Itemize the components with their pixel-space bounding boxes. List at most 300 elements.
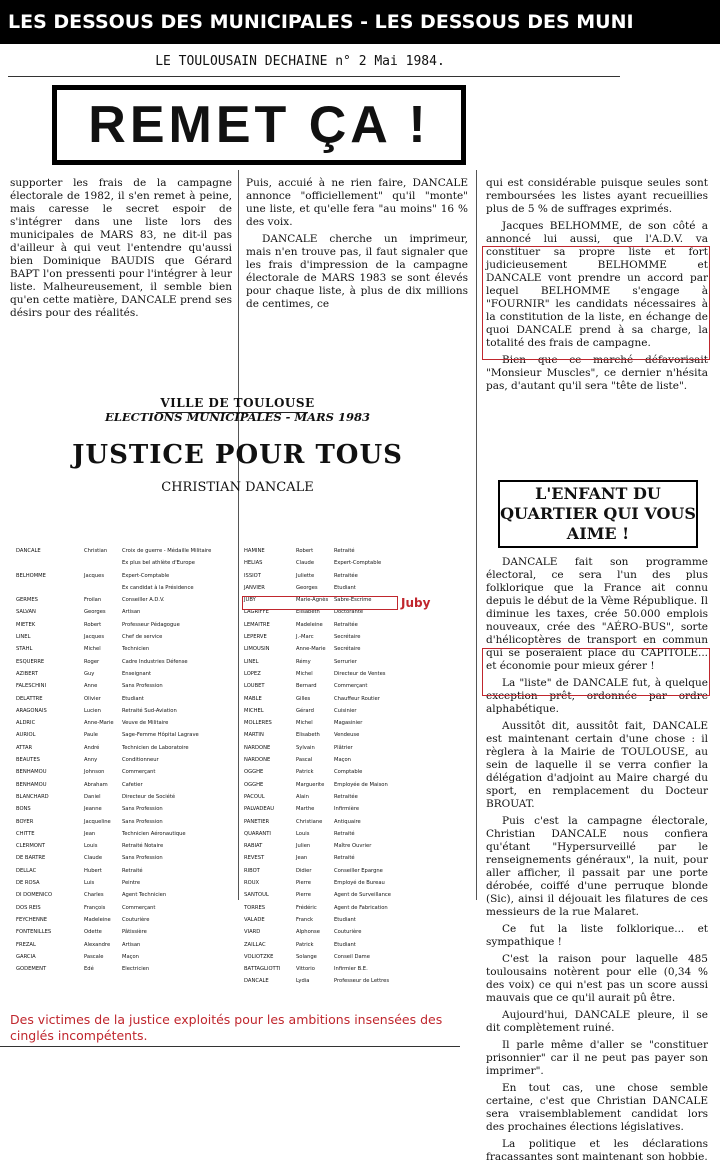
candidate-row [244,573,432,585]
candidate-name: JANVIER [244,584,265,591]
candidate-first-name: Michel [296,720,313,727]
candidate-profession: Etudiant [334,941,356,948]
candidate-row [16,917,218,929]
divider [156,412,308,413]
candidate-name: BEAUTES [16,757,40,764]
candidate-name: HAMINE [244,548,265,554]
candidate-name: BLANCHARD [16,793,49,800]
column-rule [238,170,239,900]
candidate-name: ROUX [244,880,260,887]
candidate-first-name: Jacques [84,634,105,641]
candidate-first-name: Robert [84,621,102,628]
headline: REMET ÇA ! [52,85,466,165]
candidate-name: DI DOMENICO [16,892,53,899]
candidate-name: BONS [16,806,31,813]
candidate-first-name: Luis [84,880,95,887]
paragraph: Il parle même d'aller se "constituer prisonnier" car il ne peut pas payer son imprimer". [486,1039,708,1077]
candidate-name: ZAILLAC [244,941,266,948]
candidate-first-name: Solange [296,953,317,960]
candidate-first-name: Lucien [84,707,101,714]
candidate-profession: Maçon [122,953,139,960]
paragraph: Puis c'est la campagne électorale, Christian DANCALE nous confiera qu'étant "Hypersurveillé par le renseignements généraux", la nuit, pour aller afficher, il passait par une porte dérobée, coiffé d'une perruque blonde (Sic), ainsi il déjouait les filatures de ces messieurs de la rue Malaret. [486,815,708,918]
highlight-box [482,648,710,696]
candidate-first-name: Claude [296,560,315,567]
candidate-name: RABIAT [244,843,263,850]
candidate-row [16,819,218,831]
candidate-first-name: Elisabeth [296,732,320,739]
section-box: L'ENFANT DU QUARTIER QUI VOUS AIME ! [498,480,698,548]
candidate-profession: Etudiant [334,584,356,591]
candidate-name: ATTAR [16,744,33,751]
paragraph: C'est la raison pour laquelle 485 toulousains notèrent pour elle (0,34 % des voix) ce qui n'est pas un score aussi mauvais que ce qu'il aurait pû être. [486,953,708,1004]
candidate-name: CHITTE [16,830,35,837]
candidate-name: ARAGONAIS [16,707,47,714]
candidate-first-name: Edé [84,966,94,973]
candidate-row [16,954,218,966]
candidate-row [244,855,432,867]
candidate-row [244,954,432,966]
candidate-row [16,622,218,634]
candidate-name: PALVADEAU [244,806,275,813]
candidate-profession: Couturière [334,929,362,936]
candidate-first-name: Didier [296,867,312,874]
candidate-first-name: Julien [296,843,311,850]
candidate-name: RIBOT [244,867,260,874]
candidate-name: LEPERVE [244,634,267,641]
candidate-profession: Retraitée [334,572,358,579]
candidate-profession: Maître Ouvrier [334,843,372,850]
candidate-profession: Etudiant [122,695,144,702]
paragraph: qui est considérable puisque seules sont remboursées les listes ayant recueillies plus de 5 % de suffrages exprimés. [486,177,708,215]
candidate-row [244,659,432,671]
paragraph: La "liste" de DANCALE fut, à quelque exception prêt, ordonnée par ordre alphabétique. [486,677,708,715]
candidate-name: BOYER [16,818,34,825]
candidate-profession: Retraité Notaire [122,843,164,850]
candidate-row [16,757,218,769]
candidate-name: FEYCHENNE [16,916,47,923]
candidate-row [16,831,218,843]
candidate-profession: Pâtissière [122,929,147,936]
candidate-row [16,843,218,855]
candidate-first-name: Jean [84,830,96,837]
candidate-profession: Magasinier [334,720,363,727]
candidate-first-name: Elisabeth [296,609,320,616]
candidate-profession: Retraitée [334,621,358,628]
candidate-profession: Retraité [334,548,355,554]
candidate-name: TORRES [244,904,266,911]
candidate-name: BENHAMOU [16,769,47,776]
divider [8,76,620,77]
candidate-first-name: Marie-Agnès [296,597,329,604]
candidate-profession: Plâtrier [334,744,353,751]
candidate-name: ALDRIC [16,720,36,727]
candidate-row [244,929,432,941]
candidate-row [244,892,432,904]
candidate-first-name: Vittorio [296,966,315,973]
candidate-name: DOS REIS [16,904,41,911]
candidate-name: DELLAC [16,867,37,874]
candidate-profession: Retraité [334,855,355,862]
candidate-name: CLERMONT [16,843,46,850]
candidate-profession: Sage-Femme Hôpital Lagrave [122,732,199,739]
candidate-name: HELIAS [244,560,263,567]
candidate-row [244,609,432,621]
candidate-profession: Etudiant [334,916,356,923]
candidate-first-name: Guy [84,670,95,677]
candidate-profession: Technicien Aéronautique [122,830,186,837]
candidate-first-name: Roger [84,658,100,665]
candidate-row [244,794,432,806]
candidate-profession: Artisan [122,941,141,948]
candidate-first-name: Madeleine [296,621,323,628]
candidate-first-name: Alain [296,793,309,800]
flyer-slogan: JUSTICE POUR TOUS [72,440,403,470]
candidate-row [16,794,218,806]
candidate-first-name: Patrick [296,769,314,776]
candidate-first-name: Hubert [84,867,102,874]
candidate-row [244,708,432,720]
candidate-profession: Croix de guerre - Médaille Militaire [122,548,212,554]
candidate-row [244,806,432,818]
candidate-name: LINEL [244,658,259,665]
candidate-profession: Infirmier B.E. [334,966,368,973]
column-rule [476,170,477,900]
article-column-1 [10,177,232,324]
candidate-first-name: Christiane [296,818,323,825]
candidate-profession: Vendeuse [334,732,360,739]
candidate-profession: Commerçant [334,683,368,690]
candidate-row [16,880,218,892]
candidate-row [244,634,432,646]
candidate-name: NARDONE [244,744,271,751]
candidate-first-name: Jacqueline [84,818,111,825]
candidate-first-name: Pascal [296,757,313,764]
caption-annotation: Des victimes de la justice exploités pour les ambitions insensées des cinglés incompétents. [10,1012,443,1043]
candidate-name: MARTIN [244,732,264,739]
candidate-name: LOPEZ [244,670,261,677]
candidate-first-name: Bernard [296,683,317,690]
candidate-row [244,622,432,634]
candidate-first-name: Abraham [84,781,108,788]
candidate-row [16,573,218,585]
candidate-first-name: Johnson [84,769,105,776]
candidate-row [16,905,218,917]
candidate-first-name: Marguerite [296,781,325,788]
candidate-profession: Antiquaire [334,818,361,825]
candidate-row [244,868,432,880]
candidate-name: GARCIA [16,953,36,960]
candidate-name: GERMES [16,597,38,604]
candidate-row [244,757,432,769]
candidate-name: ISSIOT [244,572,261,579]
candidate-profession: Agent de Fabrication [334,904,388,911]
candidate-row [244,745,432,757]
candidate-row [16,646,218,658]
candidate-row [244,560,432,572]
candidate-first-name: Marthe [296,806,315,813]
issue-line: LE TOULOUSAIN DECHAINE n° 2 Mai 1984. [155,54,445,69]
flyer-city: VILLE DE TOULOUSE [160,396,315,410]
candidate-profession: Retraité Sud-Aviation [122,707,177,714]
candidate-row [16,732,218,744]
candidate-row [244,782,432,794]
candidate-first-name: Gérard [296,707,314,714]
candidate-row [16,560,218,572]
candidate-name: VALADE [244,916,265,923]
paragraph: supporter les frais de la campagne électorale de 1982, il s'en remet à peine, mais caresse le secret espoir de s'intégrer dans une liste lors des municipales de MARS 83, ne dit-il pas d'ailleur à qui veut l'entendre qu'aussi bien Dominique BAUDIS que Gérard BAPT l'on pressenti pour l'intégrer à leur liste. Malheureusement, il semble bien qu'en cette matière, DANCALE prend ses désirs pour des réalités. [10,177,232,319]
candidate-name: SALVAN [16,609,36,616]
candidate-row [16,585,218,597]
candidate-name: AZIBERT [16,670,38,677]
candidate-profession: Sans Profession [122,806,163,813]
candidate-first-name: Louis [84,843,98,850]
candidate-profession: Directeur de Société [122,793,176,800]
candidate-profession: Chauffeur Routier [334,695,380,702]
candidate-name: SANTOUL [244,892,269,899]
candidate-row [244,978,432,990]
candidate-name: VOLIOTZKE [244,953,274,960]
candidate-first-name: Franck [296,916,314,923]
candidate-profession: Secrétaire [334,634,361,641]
candidate-first-name: Jean [296,855,308,862]
candidate-name: MIETEK [16,621,36,628]
series-banner: LES DESSOUS DES MUNICIPALES - LES DESSOUS DES MUNI [0,0,720,44]
candidate-profession: Retraité [122,867,143,874]
candidate-name: DANCALE [16,548,41,554]
candidate-profession: Conditionneur [122,757,159,764]
candidate-name: FREZAL [16,941,36,948]
candidate-first-name: Anny [84,757,98,764]
candidate-first-name: Anne-Marie [84,720,114,727]
candidate-row [16,806,218,818]
candidate-profession: Conseiller Epargne [334,867,383,874]
candidate-row [244,819,432,831]
candidate-row [16,634,218,646]
candidate-profession: Enseignant [122,670,151,677]
candidate-name: DANCALE [244,978,269,985]
candidate-profession: Cafetier [122,781,143,788]
candidate-first-name: Anne-Marie [296,646,326,653]
candidate-profession: Professeur Pédagogue [122,621,180,628]
candidate-row [244,905,432,917]
candidate-name: PACOUL [244,793,265,800]
candidate-row [16,745,218,757]
candidate-first-name: Juliette [296,572,315,579]
candidate-profession: Peintre [122,880,141,887]
candidate-profession: Technicien [122,646,150,653]
candidate-first-name: Robert [296,548,314,554]
candidate-profession: Artisan [122,609,141,616]
candidate-row [16,942,218,954]
candidate-profession: Conseiller A.D.V. [122,597,165,604]
candidate-name: DE BARTRE [16,855,46,862]
candidate-name: OGGHE [244,781,264,788]
candidate-row [16,769,218,781]
candidate-row [16,929,218,941]
candidate-first-name: Rémy [296,658,311,665]
candidate-name: NARDONE [244,757,271,764]
candidate-row [244,696,432,708]
candidate-profession: Electricien [122,966,150,973]
candidate-name: JUBY [244,597,256,604]
candidate-profession: Ex candidat à la Présidence [122,584,194,591]
candidate-row [16,892,218,904]
candidate-profession: Cuisinier [334,707,357,714]
candidate-profession: Retraitée [334,793,358,800]
candidate-profession: Expert-Comptable [122,572,170,579]
candidate-row [244,720,432,732]
candidate-row [244,966,432,978]
candidate-row [16,683,218,695]
candidate-name: BENHAMOU [16,781,47,788]
candidate-row [244,769,432,781]
candidate-list-left [16,548,218,978]
candidate-profession: Serrurier [334,658,357,665]
candidate-name: STAHL [16,646,33,653]
candidate-profession: Maçon [334,757,351,764]
candidate-first-name: Lydia [296,978,310,985]
candidate-first-name: Madeleine [84,916,111,923]
paragraph: DANCALE cherche un imprimeur, mais n'en trouve pas, il faut signaler que les frais d'impression de la campagne électorale de MARS 1983 se sont élevés pour chaque liste, à plus de dix millions de centimes, ce [246,233,468,310]
candidate-name: BATTAGLIOTTI [244,966,281,973]
candidate-name: DELATTRE [16,695,43,702]
candidate-first-name: André [84,744,100,751]
candidate-profession: Sans Profession [122,683,163,690]
candidate-list-right [244,548,432,991]
divider [0,1046,460,1047]
candidate-name: VIARD [244,929,261,936]
candidate-name: GODEMENT [16,966,47,973]
juby-highlight [242,596,398,610]
candidate-profession: Directeur de Ventes [334,670,386,677]
candidate-row [244,831,432,843]
candidate-profession: Retraité [334,830,355,837]
candidate-profession: Agent Technicien [122,892,167,899]
candidate-profession: Sans Profession [122,855,163,862]
candidate-first-name: Gilles [296,695,311,702]
candidate-name: MOLLERES [244,720,272,727]
candidate-first-name: Olivier [84,695,101,702]
candidate-first-name: Pierre [296,892,311,899]
candidate-first-name: Daniel [84,793,101,800]
candidate-profession: Employée de Maison [334,781,388,788]
candidate-row [244,646,432,658]
candidate-row [244,917,432,929]
candidate-first-name: Pierre [296,880,311,887]
paragraph: En tout cas, une chose semble certaine, c'est que Christian DANCALE sera vraisemblablement candidat lors des prochaines élections législatives. [486,1082,708,1133]
candidate-row [244,880,432,892]
candidate-name: LEMAITRE [244,621,270,628]
candidate-row [16,855,218,867]
candidate-name: LAGRIFFE [244,609,269,616]
candidate-name: AURIOL [16,732,36,739]
juby-annotation: Juby [401,596,431,610]
candidate-name: FONTENILLES [16,929,52,936]
candidate-first-name: Georges [84,609,106,616]
candidate-row [16,708,218,720]
candidate-first-name: J.-Marc [296,634,314,641]
candidate-name: REVEST [244,855,265,862]
paragraph: DANCALE fait son programme électoral, ce sera l'un des plus folklorique que la France ait connu depuis le début de la Vème République. Il diminue les taxes, crée 50.000 emplois nouveaux, crée des "AÉRO-BUS", sorte d'hélicoptères de transport en commun qui se poseraient place du CAPITOLE... et économie pour mieux gérer ! [486,556,708,672]
candidate-profession: Expert-Comptable [334,560,382,567]
candidate-profession: Conseil Dame [334,953,370,960]
candidate-first-name: Michel [296,670,313,677]
candidate-first-name: Patrick [296,941,314,948]
paragraph: Bien que ce marché défavorisait "Monsieur Muscles", ce dernier n'hésita pas, d'autant qu'il sera "tête de liste". [486,354,708,392]
candidate-first-name: Georges [296,584,318,591]
candidate-name: OGGHE [244,769,264,776]
candidate-first-name: Odette [84,929,102,936]
candidate-row [244,548,432,560]
candidate-first-name: Jeanne [84,806,102,813]
flyer-election: ELECTIONS MUNICIPALES - MARS 1983 [105,410,370,424]
paragraph: Aussitôt dit, aussitôt fait, DANCALE est maintenant certain d'une chose : il règlera à la Mairie de TOULOUSE, au sein de laquelle il se verra confier la délégation d'adjoint au Maire chargé du sport, en remplacement du Docteur BROUAT. [486,720,708,810]
candidate-row [16,671,218,683]
candidate-name: QUARANTI [244,830,271,837]
paragraph: Jacques BELHOMME, de son côté a annoncé lui aussi, que l'A.D.V. va constituer sa propre liste et fort judicieusement BELHOMME et DANCALE vont prendre un accord par lequel BELHOMME s'engage à "FOURNIR" les candidats nécessaires à la constitution de la liste, en échange de quoi DANCALE prend à sa charge, la totalité des frais de campagne. [486,220,708,349]
candidate-profession: Sabre-Escrime [334,597,372,604]
paragraph: Ce fut la liste folklorique... et sympathique ! [486,923,708,948]
candidate-profession: Couturière [122,916,150,923]
candidate-profession: Sans Profession [122,818,163,825]
candidate-first-name: Claude [84,855,103,862]
candidate-name: DE ROSA [16,880,40,887]
candidate-profession: Commerçant [122,904,156,911]
candidate-first-name: Michel [84,646,101,653]
candidate-row [244,732,432,744]
candidate-first-name: Alphonse [296,929,320,936]
candidate-first-name: Sylvain [296,744,315,751]
candidate-first-name: Louis [296,830,310,837]
candidate-profession: Comptable [334,769,363,776]
candidate-name: LOUBET [244,683,265,690]
candidate-row [16,720,218,732]
candidate-name: LIMOUSIN [244,646,270,653]
candidate-name: ESQUERRE [16,658,45,665]
candidate-name: PANETIER [244,818,270,825]
candidate-profession: Infirmière [334,806,360,813]
candidate-first-name: Frédéric [296,904,317,911]
candidate-profession: Cadre Industries Défense [122,658,188,665]
candidate-first-name: Jacques [84,572,105,579]
candidate-profession: Commerçant [122,769,156,776]
candidate-first-name: Charles [84,892,104,899]
candidate-profession: Chef de service [122,634,163,641]
candidate-name: BELHOMME [16,572,46,579]
candidate-row [244,683,432,695]
candidate-row [16,597,218,609]
candidate-name: LINEL [16,634,31,641]
candidate-profession: Secrétaire [334,646,361,653]
candidate-profession: Employé de Bureau [334,880,385,887]
candidate-profession: Doctorante [334,609,364,616]
candidate-row [244,671,432,683]
highlight-box [482,246,710,360]
candidate-row [16,696,218,708]
candidate-first-name: Froilan [84,597,102,604]
candidate-first-name: Anne [84,683,98,690]
candidate-profession: Agent de Surveillance [334,892,391,899]
campaign-flyer [10,396,465,495]
candidate-first-name: Alexandre [84,941,111,948]
candidate-row [16,659,218,671]
candidate-name: MABLE [244,695,262,702]
flyer-candidate: CHRISTIAN DANCALE [161,480,314,495]
candidate-row [16,966,218,978]
candidate-profession: Veuve de Militaire [122,720,169,727]
candidate-row [244,942,432,954]
candidate-row [16,868,218,880]
